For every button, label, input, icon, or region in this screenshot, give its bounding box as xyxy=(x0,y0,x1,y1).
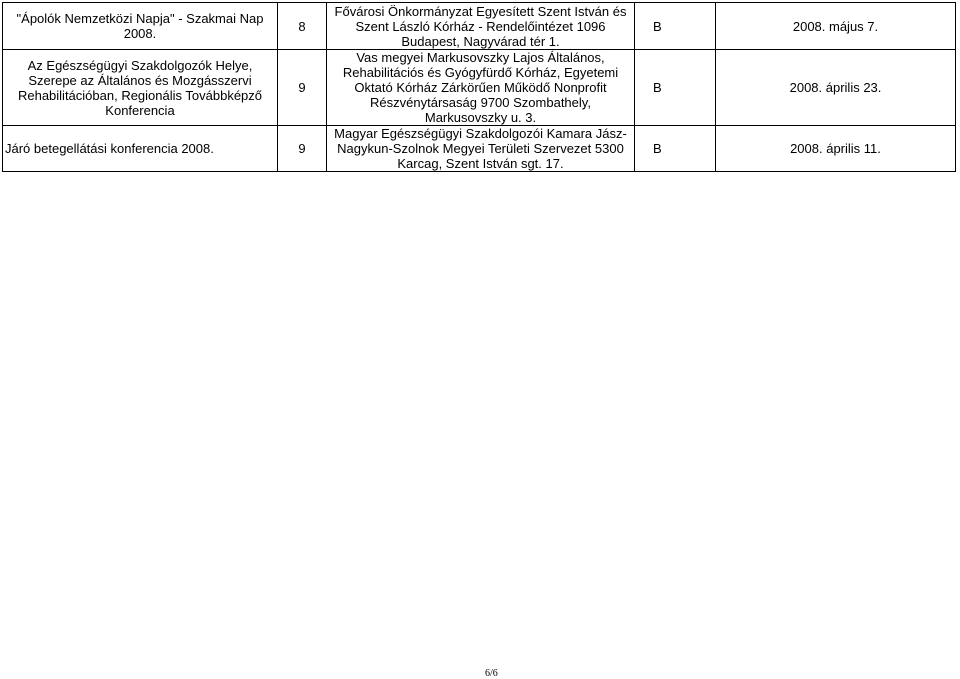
credit-points-cell: 9 xyxy=(278,50,327,126)
date-cell: 2008. április 23. xyxy=(716,50,956,126)
date-cell: 2008. április 11. xyxy=(716,126,956,172)
credit-points-cell: 8 xyxy=(278,3,327,50)
conference-table xyxy=(2,2,956,172)
table-row xyxy=(3,126,956,172)
organizer-cell: Magyar Egészségügyi Szakdolgozói Kamara Jász-Nagykun-Szolnok Megyei Területi Szervezet 5300 Karcag, Szent István sgt. 17. xyxy=(327,126,635,172)
organizer-cell: Vas megyei Markusovszky Lajos Általános, Rehabilitációs és Gyógyfürdő Kórház, Egyetemi Oktató Kórház Zárkörűen Működő Nonprofit Részvénytársaság 9700 Szombathely, Markusovszky u. 3. xyxy=(327,50,635,126)
type-cell: B xyxy=(635,50,716,126)
event-name-cell: "Ápolók Nemzetközi Napja" - Szakmai Nap 2008. xyxy=(3,3,278,50)
table-row xyxy=(3,3,956,50)
organizer-cell: Fővárosi Önkormányzat Egyesített Szent István és Szent László Kórház - Rendelőintézet 1096 Budapest, Nagyvárad tér 1. xyxy=(327,3,635,50)
date-cell: 2008. május 7. xyxy=(716,3,956,50)
type-cell: B xyxy=(635,126,716,172)
table-row xyxy=(3,50,956,126)
type-cell: B xyxy=(635,3,716,50)
event-name-cell: Az Egészségügyi Szakdolgozók Helye, Szerepe az Általános és Mozgásszervi Rehabilitációban, Regionális Továbbképző Konferencia xyxy=(3,50,278,126)
event-name-cell: Járó betegellátási konferencia 2008. xyxy=(3,126,278,172)
credit-points-cell: 9 xyxy=(278,126,327,172)
page-number: 6/6 xyxy=(485,668,498,679)
